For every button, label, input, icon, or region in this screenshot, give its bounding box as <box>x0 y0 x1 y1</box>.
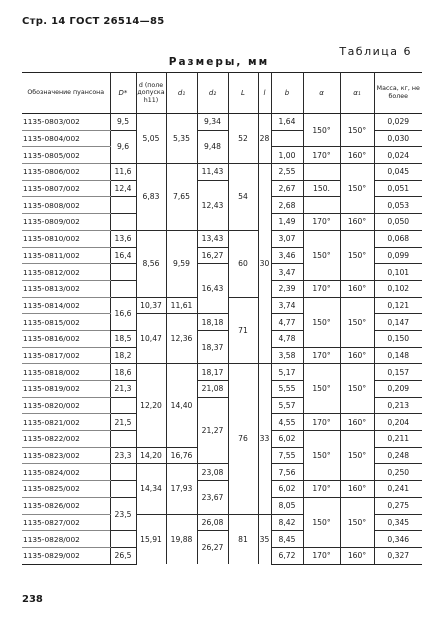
cell-b: 4,55 <box>271 414 303 431</box>
cell-d2: 16,27 <box>197 247 228 264</box>
cell-b: 6,02 <box>271 431 303 448</box>
cell-mass: 0,102 <box>374 280 422 297</box>
cell-alpha <box>303 197 340 214</box>
col-header-d1: d₁ <box>166 73 197 114</box>
cell-alpha <box>303 164 340 181</box>
cell-b: 5,17 <box>271 364 303 381</box>
cell-L: 81 <box>228 514 258 564</box>
cell-d2: 16,43 <box>197 264 228 314</box>
cell-mass: 0,147 <box>374 314 422 331</box>
cell-designation: 1135-0812/002 <box>22 264 110 281</box>
cell-alpha1: 150° <box>340 364 374 414</box>
table-row <box>22 364 422 381</box>
cell-mass: 0,211 <box>374 431 422 448</box>
cell-d2: 21,08 <box>197 381 228 398</box>
cell-l: 28 <box>258 114 271 164</box>
cell-alpha: 170° <box>303 147 340 164</box>
cell-mass: 0,157 <box>374 364 422 381</box>
cell-D <box>110 397 136 414</box>
cell-d: 10,37 <box>136 297 166 314</box>
cell-alpha1: 160° <box>340 547 374 564</box>
cell-D: 9,6 <box>110 130 136 163</box>
cell-mass: 0,101 <box>374 264 422 281</box>
cell-l: 35 <box>258 514 271 564</box>
cell-d: 12,20 <box>136 364 166 447</box>
cell-designation: 1135-0818/002 <box>22 364 110 381</box>
cell-d2: 21,27 <box>197 397 228 464</box>
col-header-mass: Масса, кг, не более <box>374 73 422 114</box>
cell-d2: 13,43 <box>197 230 228 247</box>
cell-mass: 0,209 <box>374 381 422 398</box>
cell-D: 18,2 <box>110 347 136 364</box>
cell-b: 1,64 <box>271 114 303 131</box>
cell-designation: 1135-0814/002 <box>22 297 110 314</box>
cell-d2: 18,18 <box>197 314 228 331</box>
cell-D: 26,5 <box>110 547 136 564</box>
cell-alpha: 150° <box>303 364 340 414</box>
cell-designation: 1135-0808/002 <box>22 197 110 214</box>
cell-d1: 14,40 <box>166 364 197 447</box>
cell-alpha1: 160° <box>340 214 374 231</box>
cell-d: 5,05 <box>136 114 166 164</box>
cell-d1: 5,35 <box>166 114 197 164</box>
cell-L: 54 <box>228 164 258 231</box>
cell-d: 14,34 <box>136 464 166 514</box>
cell-designation: 1135-0824/002 <box>22 464 110 481</box>
col-header-b: b <box>271 73 303 114</box>
cell-mass: 0,327 <box>374 547 422 564</box>
cell-mass: 0,029 <box>374 114 422 131</box>
cell-mass: 0,150 <box>374 330 422 347</box>
cell-b: 7,55 <box>271 447 303 464</box>
cell-D: 11,6 <box>110 164 136 181</box>
cell-designation: 1135-0811/002 <box>22 247 110 264</box>
cell-alpha: 150° <box>303 230 340 280</box>
cell-designation: 1135-0810/002 <box>22 230 110 247</box>
cell-mass: 0,148 <box>374 347 422 364</box>
cell-D: 21,5 <box>110 414 136 431</box>
cell-d2: 11,43 <box>197 164 228 181</box>
cell-mass: 0,030 <box>374 130 422 147</box>
col-header-l: l <box>258 73 271 114</box>
cell-b: 2,68 <box>271 197 303 214</box>
cell-L: 60 <box>228 230 258 297</box>
cell-d1: 19,88 <box>166 514 197 564</box>
cell-b: 6,02 <box>271 481 303 498</box>
cell-alpha: 170° <box>303 214 340 231</box>
col-header-alpha: α <box>303 73 340 114</box>
cell-b: 2,55 <box>271 164 303 181</box>
cell-d1: 7,65 <box>166 164 197 231</box>
cell-d1: 12,36 <box>166 314 197 364</box>
cell-mass: 0,204 <box>374 414 422 431</box>
cell-alpha: 150° <box>303 497 340 547</box>
table-row <box>22 230 422 247</box>
cell-b: 1,49 <box>271 214 303 231</box>
cell-D <box>110 464 136 481</box>
cell-d2: 18,17 <box>197 364 228 381</box>
cell-alpha1: 160° <box>340 481 374 498</box>
table-number: Таблица 6 <box>339 45 412 58</box>
cell-mass: 0,346 <box>374 531 422 548</box>
cell-designation: 1135-0823/002 <box>22 447 110 464</box>
cell-D: 18,6 <box>110 364 136 381</box>
cell-b: 1,00 <box>271 147 303 164</box>
table-body <box>22 114 422 565</box>
col-header-d2: d₂ <box>197 73 228 114</box>
cell-d1: 9,59 <box>166 230 197 297</box>
cell-alpha: 170° <box>303 481 340 498</box>
cell-D <box>110 214 136 231</box>
cell-D <box>110 531 136 548</box>
cell-l: 30 <box>258 164 271 364</box>
cell-alpha: 150. <box>303 180 340 197</box>
cell-designation: 1135-0825/002 <box>22 481 110 498</box>
table-row <box>22 481 422 498</box>
cell-D <box>110 431 136 448</box>
cell-designation: 1135-0829/002 <box>22 547 110 564</box>
page-number: 238 <box>22 594 43 605</box>
table-row <box>22 114 422 131</box>
dimensions-table <box>22 72 422 565</box>
cell-alpha1: 160° <box>340 414 374 431</box>
cell-designation: 1135-0804/002 <box>22 130 110 147</box>
cell-b: 2,39 <box>271 280 303 297</box>
cell-D: 23,5 <box>110 497 136 530</box>
cell-alpha: 170° <box>303 280 340 297</box>
cell-b: 8,05 <box>271 497 303 514</box>
table-caption: Размеры, мм <box>168 56 270 68</box>
cell-D <box>110 280 136 297</box>
cell-D: 16,6 <box>110 297 136 330</box>
table-row <box>22 164 422 181</box>
cell-alpha: 150° <box>303 297 340 347</box>
cell-D <box>110 197 136 214</box>
cell-mass: 0,345 <box>374 514 422 531</box>
cell-L: 52 <box>228 114 258 164</box>
cell-designation: 1135-0803/002 <box>22 114 110 131</box>
cell-designation: 1135-0821/002 <box>22 414 110 431</box>
cell-mass: 0,051 <box>374 180 422 197</box>
cell-d: 6,83 <box>136 164 166 231</box>
cell-alpha1: 160° <box>340 280 374 297</box>
cell-designation: 1135-0816/002 <box>22 330 110 347</box>
cell-b: 3,07 <box>271 230 303 247</box>
cell-L: 71 <box>228 297 258 364</box>
cell-d2: 23,67 <box>197 481 228 514</box>
cell-designation: 1135-0806/002 <box>22 164 110 181</box>
cell-d1: 17,93 <box>166 464 197 514</box>
cell-mass: 0,024 <box>374 147 422 164</box>
cell-D: 12,4 <box>110 180 136 197</box>
cell-D: 16,4 <box>110 247 136 264</box>
cell-mass: 0,053 <box>374 197 422 214</box>
cell-designation: 1135-0813/002 <box>22 280 110 297</box>
cell-designation: 1135-0828/002 <box>22 531 110 548</box>
col-header-alpha1: α₁ <box>340 73 374 114</box>
cell-alpha: 170° <box>303 547 340 564</box>
cell-L: 76 <box>228 364 258 514</box>
cell-mass: 0,121 <box>374 297 422 314</box>
cell-alpha: 150° <box>303 431 340 481</box>
cell-d: 15,91 <box>136 514 166 564</box>
cell-b: 3,46 <box>271 247 303 264</box>
cell-d2: 26,27 <box>197 531 228 564</box>
cell-mass: 0,099 <box>374 247 422 264</box>
cell-alpha1: 150° <box>340 114 374 147</box>
cell-designation: 1135-0819/002 <box>22 381 110 398</box>
cell-b: 6,72 <box>271 547 303 564</box>
page-header: Стр. 14 ГОСТ 26514—85 <box>22 16 165 27</box>
cell-D: 13,6 <box>110 230 136 247</box>
cell-designation: 1135-0807/002 <box>22 180 110 197</box>
cell-mass: 0,213 <box>374 397 422 414</box>
cell-mass: 0,275 <box>374 497 422 514</box>
cell-designation: 1135-0827/002 <box>22 514 110 531</box>
cell-designation: 1135-0822/002 <box>22 431 110 448</box>
cell-b: 3,47 <box>271 264 303 281</box>
cell-b: 7,56 <box>271 464 303 481</box>
cell-b: 4,77 <box>271 314 303 331</box>
cell-alpha1: 160° <box>340 347 374 364</box>
cell-b: 3,58 <box>271 347 303 364</box>
cell-alpha: 170° <box>303 414 340 431</box>
cell-D <box>110 264 136 281</box>
cell-mass: 0,050 <box>374 214 422 231</box>
cell-alpha1: 160° <box>340 147 374 164</box>
cell-alpha1: 150° <box>340 297 374 347</box>
cell-designation: 1135-0815/002 <box>22 314 110 331</box>
cell-b <box>271 130 303 147</box>
cell-d2: 23,08 <box>197 464 228 481</box>
col-header-D: D* <box>110 73 136 114</box>
cell-designation: 1135-0817/002 <box>22 347 110 364</box>
cell-mass: 0,241 <box>374 481 422 498</box>
cell-d: 8,56 <box>136 230 166 297</box>
cell-b: 2,67 <box>271 180 303 197</box>
cell-mass: 0,045 <box>374 164 422 181</box>
cell-alpha1: 150° <box>340 431 374 481</box>
cell-d2: 26,08 <box>197 514 228 531</box>
cell-d2: 18,37 <box>197 330 228 363</box>
cell-D <box>110 481 136 498</box>
cell-alpha1: 150° <box>340 164 374 214</box>
cell-b: 8,45 <box>271 531 303 548</box>
col-header-L: L <box>228 73 258 114</box>
cell-designation: 1135-0820/002 <box>22 397 110 414</box>
cell-mass: 0,250 <box>374 464 422 481</box>
cell-designation: 1135-0809/002 <box>22 214 110 231</box>
cell-d2: 9,34 <box>197 114 228 131</box>
col-header-d: d (поле допуска h11) <box>136 73 166 114</box>
cell-b: 8,42 <box>271 514 303 531</box>
cell-d: 10,47 <box>136 314 166 364</box>
cell-D: 21,3 <box>110 381 136 398</box>
header-row <box>22 73 422 114</box>
cell-d1: 16,76 <box>166 447 197 464</box>
cell-l: 33 <box>258 364 271 514</box>
cell-alpha: 150° <box>303 114 340 147</box>
cell-b: 5,55 <box>271 381 303 398</box>
cell-d2: 9,48 <box>197 130 228 163</box>
cell-D: 9,5 <box>110 114 136 131</box>
cell-designation: 1135-0826/002 <box>22 497 110 514</box>
cell-d2: 12,43 <box>197 180 228 230</box>
cell-alpha: 170° <box>303 347 340 364</box>
cell-designation: 1135-0805/002 <box>22 147 110 164</box>
cell-alpha1: 150° <box>340 230 374 280</box>
cell-b: 5,57 <box>271 397 303 414</box>
cell-d1: 11,61 <box>166 297 197 314</box>
cell-b: 3,74 <box>271 297 303 314</box>
cell-mass: 0,248 <box>374 447 422 464</box>
cell-d: 14,20 <box>136 447 166 464</box>
cell-D: 23,3 <box>110 447 136 464</box>
cell-D: 18,5 <box>110 330 136 347</box>
cell-b: 4,78 <box>271 330 303 347</box>
cell-mass: 0,068 <box>374 230 422 247</box>
cell-alpha1: 150° <box>340 497 374 547</box>
col-header-designation: Обозначение пуансона <box>22 73 110 114</box>
